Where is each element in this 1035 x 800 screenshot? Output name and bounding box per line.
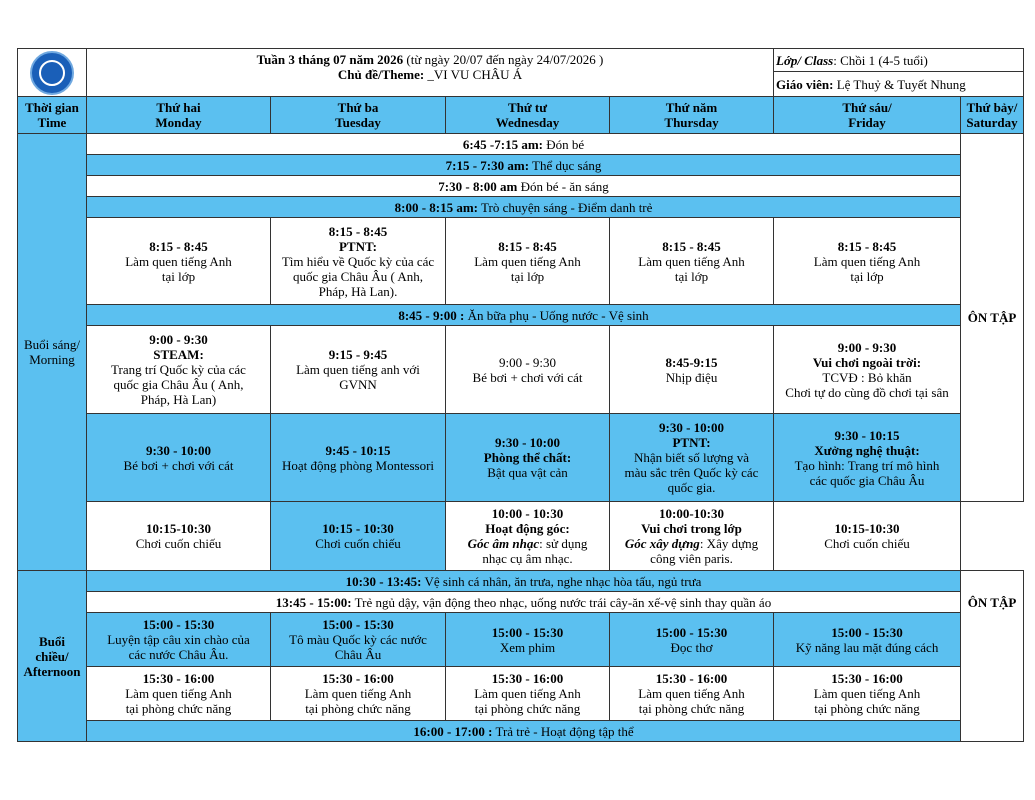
week-range: (từ ngày 20/07 đến ngày 24/07/2026 ) [403, 52, 604, 67]
weekly-schedule-table [17, 48, 1024, 742]
cell-thu-0930: 9:30 - 10:00 PTNT: Nhận biết số lượng và màu sắc trên Quốc kỳ các quốc gia. [610, 414, 774, 502]
cell-thu-0815: 8:15 - 8:45 Làm quen tiếng Anh tại lớp [610, 218, 774, 305]
cell-wed-1530: 15:30 - 16:00 Làm quen tiếng Anh tại phòng chức năng [446, 667, 610, 721]
schedule-row-snack: 8:45 - 9:00 : Ăn bữa phụ - Uống nước - Vệ sinh [87, 305, 961, 326]
col-header-saturday: Thứ bảy/ Saturday [961, 97, 1024, 134]
class-value: : Chồi 1 (4-5 tuổi) [833, 52, 928, 68]
cell-fri-0815: 8:15 - 8:45 Làm quen tiếng Anh tại lớp [774, 218, 961, 305]
cell-tue-0915: 9:15 - 9:45 Làm quen tiếng anh với GVNN [271, 326, 446, 414]
cell-mon-0815: 8:15 - 8:45 Làm quen tiếng Anh tại lớp [87, 218, 271, 305]
schedule-row-pickup: 16:00 - 17:00 : Trả trẻ - Hoạt động tập thể [87, 721, 961, 742]
cell-tue-0815: 8:15 - 8:45 PTNT: Tìm hiểu về Quốc kỳ của các quốc gia Châu Âu ( Anh, Pháp, Hà Lan). [271, 218, 446, 305]
week-title: Tuần 3 tháng 07 năm 2026 [256, 52, 404, 67]
cell-wed-0900: 9:00 - 9:30 Bé bơi + chơi với cát [446, 326, 610, 414]
schedule-row-breakfast: 7:30 - 8:00 am Đón bé - ăn sáng [87, 176, 961, 197]
cell-tue-1500: 15:00 - 15:30 Tô màu Quốc kỳ các nước Châu Âu [271, 613, 446, 667]
theme-value: _VI VU CHÂU Á [424, 67, 523, 82]
col-header-thursday: Thứ năm Thursday [610, 97, 774, 134]
cell-mon-1500: 15:00 - 15:30 Luyện tập câu xin chào của các nước Châu Âu. [87, 613, 271, 667]
teacher-cell [774, 72, 1024, 97]
col-header-tuesday: Thứ ba Tuesday [271, 97, 446, 134]
cell-fri-0900: 9:00 - 9:30 Vui chơi ngoài trời: TCVĐ : Bỏ khăn Chơi tự do cùng đồ chơi tại sân [774, 326, 961, 414]
class-label: Lớp/ Class [776, 52, 834, 68]
col-header-wednesday: Thứ tư Wednesday [446, 97, 610, 134]
col-header-time: Thời gian Time [18, 97, 87, 134]
cell-mon-0900: 9:00 - 9:30 STEAM: Trang trí Quốc kỳ của các quốc gia Châu Âu ( Anh, Pháp, Hà Lan) [87, 326, 271, 414]
week-title-cell [87, 49, 774, 97]
cell-tue-1530: 15:30 - 16:00 Làm quen tiếng Anh tại phòng chức năng [271, 667, 446, 721]
cell-fri-0930: 9:30 - 10:15 Xưởng nghệ thuật: Tạo hình: Trang trí mô hình các quốc gia Châu Âu [774, 414, 961, 502]
class-cell [774, 49, 1024, 72]
schedule-row-arrival: 6:45 -7:15 am: Đón bé [87, 134, 961, 155]
cell-mon-1015: 10:15-10:30 Chơi cuốn chiếu [87, 502, 271, 571]
schedule-row-morning-talk: 8:00 - 8:15 am: Trò chuyện sáng - Điểm danh trẻ [87, 197, 961, 218]
cell-mon-0930: 9:30 - 10:00 Bé bơi + chơi với cát [87, 414, 271, 502]
teacher-label: Giáo viên: [776, 76, 834, 92]
cell-wed-1000: 10:00 - 10:30 Hoạt động góc: Góc âm nhạc: sử dụng nhạc cụ âm nhạc. [446, 502, 610, 571]
cell-fri-1500: 15:00 - 15:30 Kỹ năng lau mặt đúng cách [774, 613, 961, 667]
cell-thu-1530: 15:30 - 16:00 Làm quen tiếng Anh tại phòng chức năng [610, 667, 774, 721]
cell-wed-0815: 8:15 - 8:45 Làm quen tiếng Anh tại lớp [446, 218, 610, 305]
cell-thu-0845: 8:45-9:15 Nhịp điệu [610, 326, 774, 414]
cell-tue-1015: 10:15 - 10:30 Chơi cuốn chiếu [271, 502, 446, 571]
saturday-review-morning: ÔN TẬP [961, 134, 1024, 502]
cell-thu-1500: 15:00 - 15:30 Đọc thơ [610, 613, 774, 667]
section-afternoon: Buổi chiều/ Afternoon [18, 571, 87, 742]
cell-thu-1000: 10:00-10:30 Vui chơi trong lớp Góc xây dựng: Xây dựng công viên paris. [610, 502, 774, 571]
cell-tue-0945: 9:45 - 10:15 Hoạt động phòng Montessori [271, 414, 446, 502]
schedule-row-exercise: 7:15 - 7:30 am: Thể dục sáng [87, 155, 961, 176]
theme-label: Chủ đề/Theme: [337, 67, 425, 82]
col-header-friday: Thứ sáu/ Friday [774, 97, 961, 134]
cell-wed-0930: 9:30 - 10:00 Phòng thể chất: Bật qua vật cản [446, 414, 610, 502]
saturday-review-afternoon: ÔN TẬP [961, 571, 1024, 742]
cell-fri-1015: 10:15-10:30 Chơi cuốn chiếu [774, 502, 961, 571]
section-morning: Buổi sáng/ Morning [18, 134, 87, 571]
school-logo-icon [30, 51, 74, 95]
column-header-row [18, 97, 1024, 134]
cell-wed-1500: 15:00 - 15:30 Xem phim [446, 613, 610, 667]
schedule-row-lunch: 10:30 - 13:45: Vệ sinh cá nhân, ăn trưa, nghe nhạc hòa tấu, ngủ trưa [87, 571, 961, 592]
school-logo-cell [18, 49, 87, 97]
cell-mon-1530: 15:30 - 16:00 Làm quen tiếng Anh tại phòng chức năng [87, 667, 271, 721]
cell-fri-1530: 15:30 - 16:00 Làm quen tiếng Anh tại phòng chức năng [774, 667, 961, 721]
col-header-monday: Thứ hai Monday [87, 97, 271, 134]
schedule-row-wakeup: 13:45 - 15:00: Trẻ ngủ dậy, vận động theo nhạc, uống nước trái cây-ăn xế-vệ sinh thay quần áo [87, 592, 961, 613]
teacher-value: Lệ Thuỷ & Tuyết Nhung [833, 76, 966, 92]
